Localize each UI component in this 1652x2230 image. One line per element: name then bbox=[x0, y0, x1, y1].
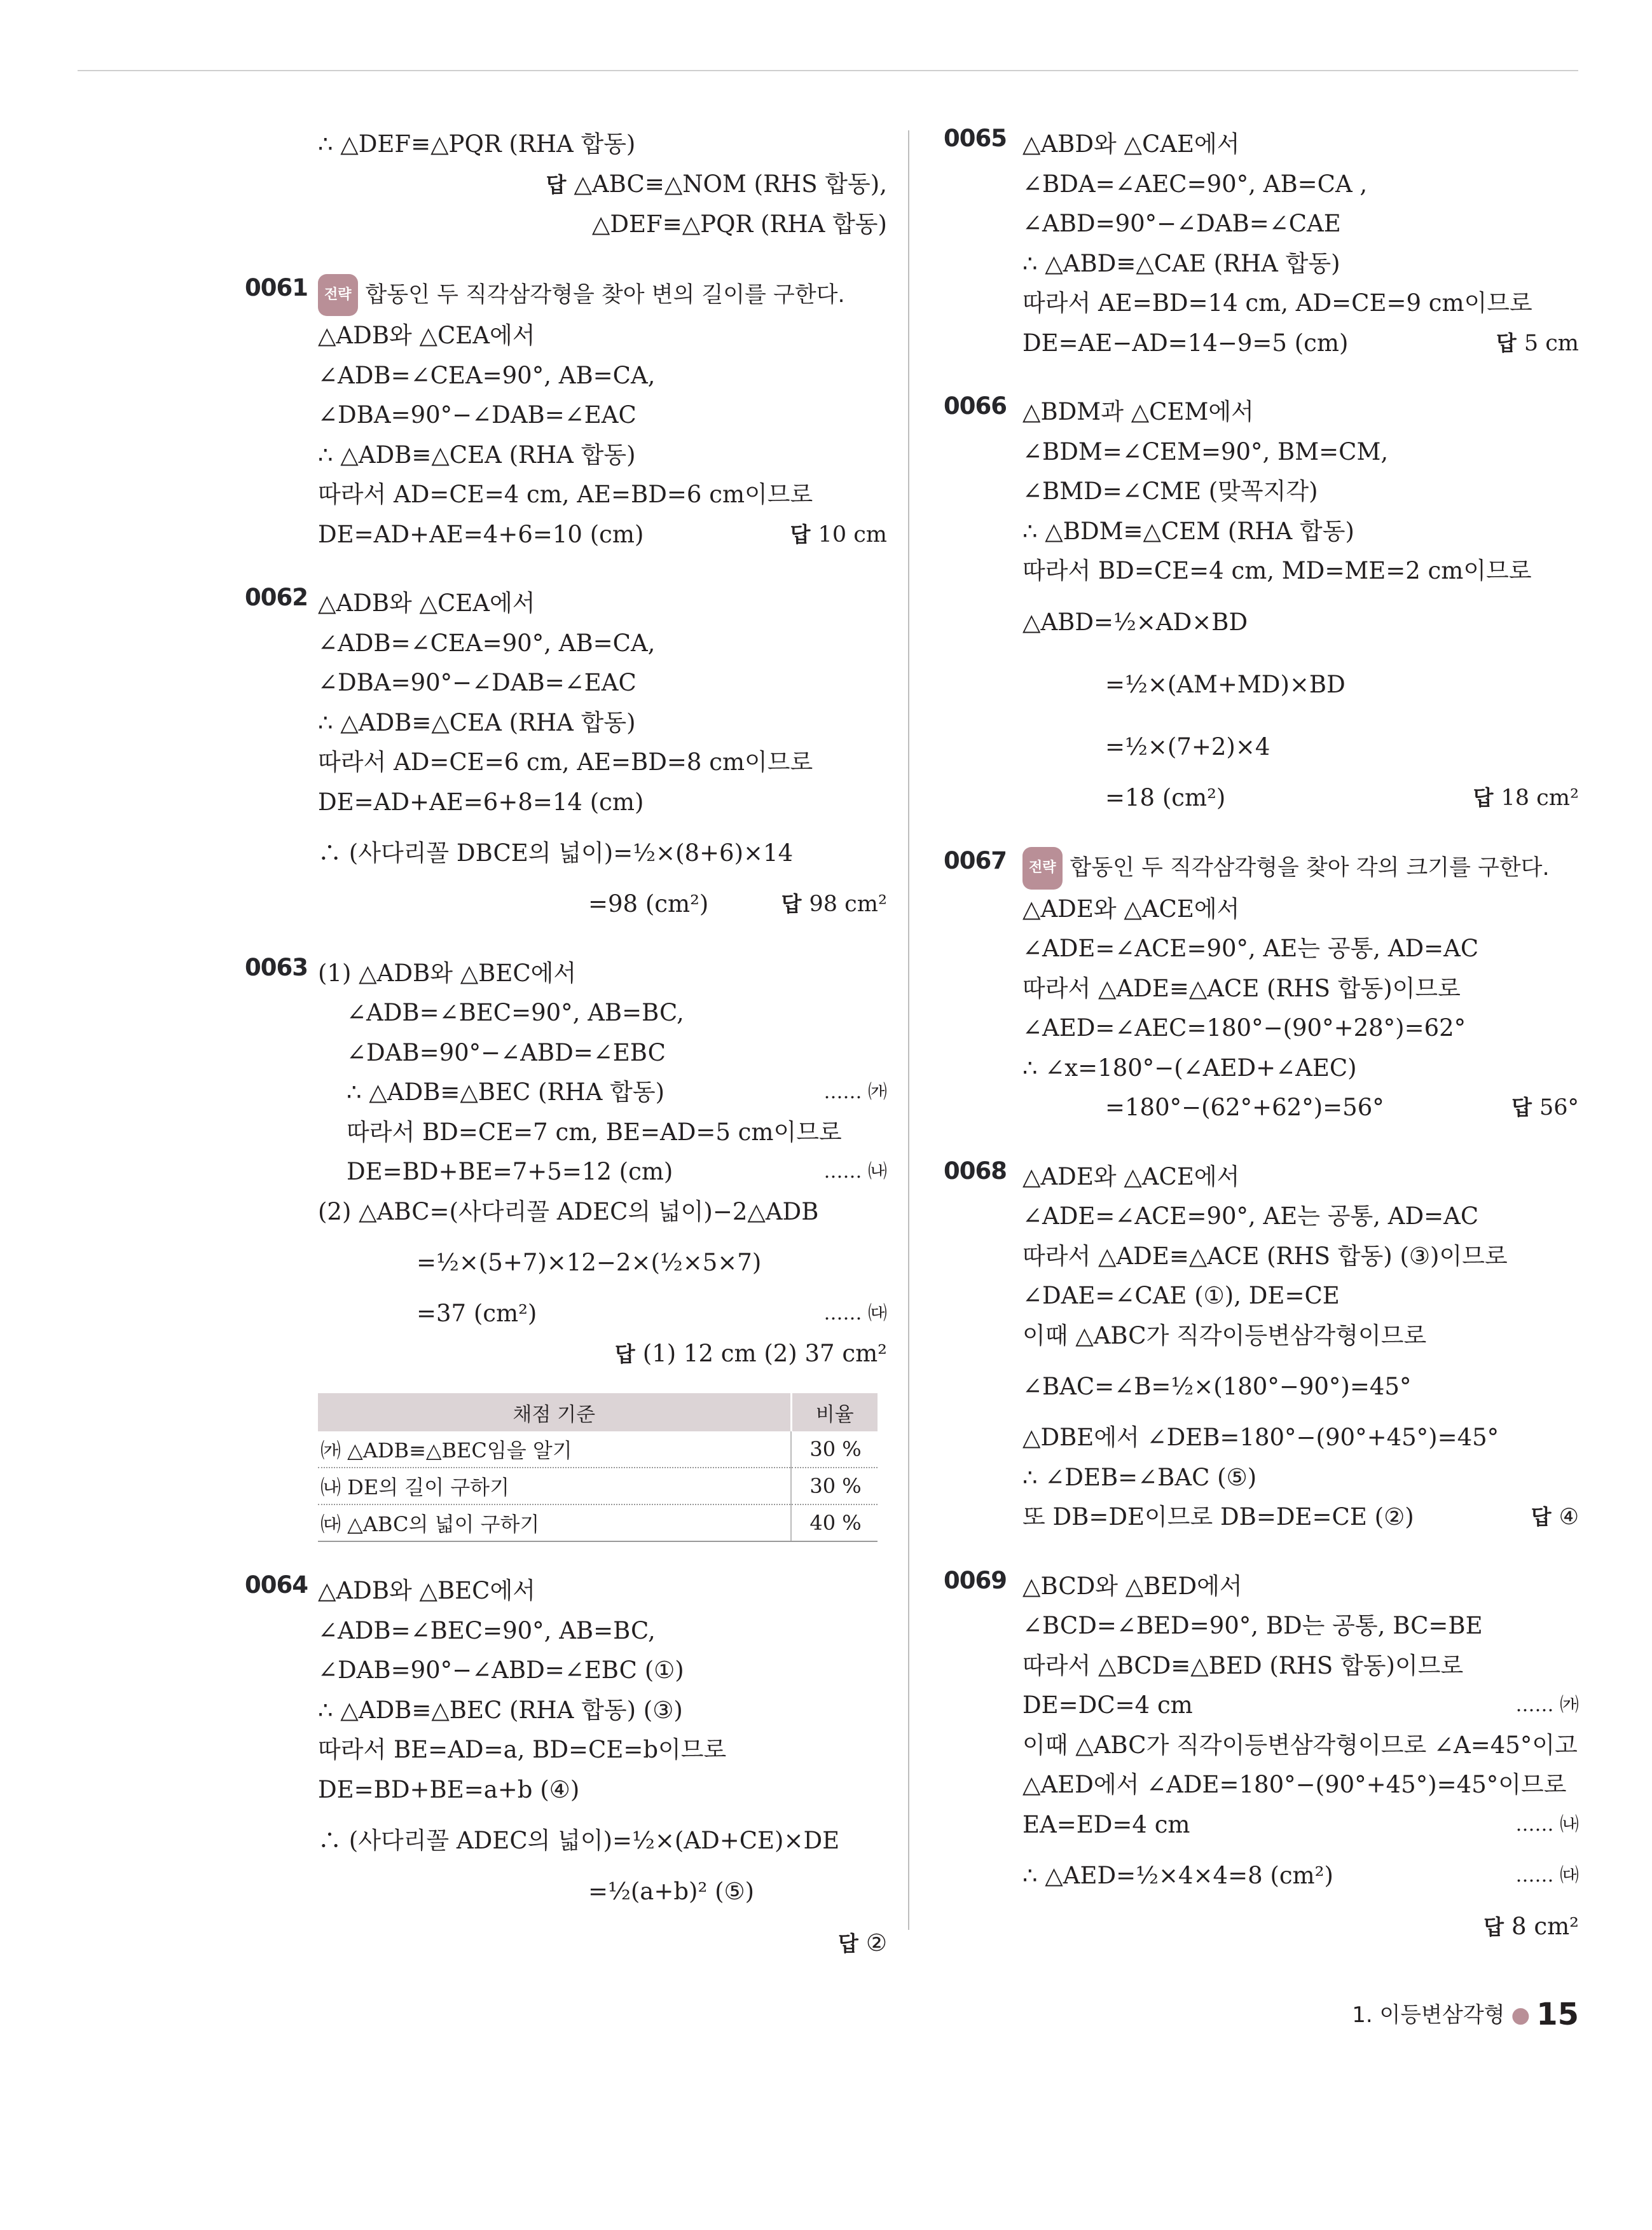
answer-label: 답 bbox=[1496, 330, 1517, 355]
solution-line bbox=[946, 778, 1579, 818]
problem-number: 0065 bbox=[944, 125, 1007, 152]
table-cell: ㈎ △ADB≡△BEC임을 알기 bbox=[318, 1431, 791, 1468]
answer-label: 답 bbox=[546, 172, 567, 197]
solution-line: ∠ADB=∠CEA=90°, AB=CA, bbox=[318, 361, 656, 389]
column-divider bbox=[908, 130, 909, 1930]
table-row bbox=[318, 1504, 878, 1541]
answer-label: 답 bbox=[1473, 785, 1494, 810]
solution-line: 따라서 BD=CE=4 cm, MD=ME=2 cm이므로 bbox=[1022, 557, 1532, 584]
answer bbox=[1496, 324, 1579, 364]
solution-text: DE=AE−AD=14−9=5 (cm) bbox=[1022, 329, 1349, 357]
solution-line: (2) △ABC=(사다리꼴 ADEC의 넓이)−2△ADB bbox=[318, 1197, 819, 1225]
solution-line: ∴ △ADB≡△CEA (RHA 합동) bbox=[318, 708, 636, 736]
problem-0068 bbox=[946, 1157, 1579, 1538]
problem-0061 bbox=[245, 274, 887, 555]
solution-line: ∠DAB=90°−∠ABD=∠EBC (①) bbox=[318, 1656, 684, 1684]
strategy-badge: 전략 bbox=[1022, 847, 1063, 890]
problem-0064 bbox=[245, 1571, 887, 1975]
problem-0060-continued bbox=[245, 125, 887, 245]
solution-line: △ADE와 △ACE에서 bbox=[1022, 1162, 1240, 1190]
solution-text: DE=DC=4 cm bbox=[1022, 1691, 1193, 1719]
problem-number: 0062 bbox=[245, 584, 308, 611]
answer-value: △ABC≡△NOM (RHS 합동), bbox=[574, 170, 887, 198]
solution-line: ∠BDA=∠AEC=90°, AB=CA , bbox=[1022, 170, 1368, 198]
solution-line: ∠ADB=∠BEC=90°, AB=BC, bbox=[318, 1616, 656, 1644]
solution-line: 따라서 △ADE≡△ACE (RHS 합동) (③)이므로 bbox=[1022, 1242, 1508, 1270]
table-header: 비율 bbox=[791, 1393, 878, 1431]
problem-number: 0069 bbox=[944, 1566, 1007, 1594]
solution-line bbox=[946, 1088, 1579, 1128]
solution-line: ∠DAB=90°−∠ABD=∠EBC bbox=[347, 1038, 666, 1066]
answer-line bbox=[245, 1912, 887, 1975]
table-cell: ㈏ DE의 길이 구하기 bbox=[318, 1468, 791, 1504]
solution-line: ∠DBA=90°−∠DAB=∠EAC bbox=[318, 669, 637, 696]
step-marker: …… ㈐ bbox=[823, 1302, 887, 1325]
solution-line: △ADB와 △BEC에서 bbox=[318, 1577, 535, 1604]
solution-text: =180°−(62°+62°)=56° bbox=[1105, 1094, 1384, 1121]
answer bbox=[1511, 1088, 1579, 1128]
solution-line: △DBE에서 ∠DEB=180°−(90°+45°)=45° bbox=[1022, 1424, 1499, 1451]
solution-line: 따라서 AE=BD=14 cm, AD=CE=9 cm이므로 bbox=[1022, 289, 1532, 317]
solution-text: ∴ △ADB≡△BEC (RHA 합동) bbox=[347, 1078, 665, 1106]
solution-line: ∠ADB=∠BEC=90°, AB=BC, bbox=[347, 999, 684, 1026]
answer-value: 18 cm² bbox=[1501, 785, 1579, 811]
solution-line: △ADB와 △CEA에서 bbox=[318, 322, 535, 349]
solution-line bbox=[245, 1152, 887, 1192]
solution-text: =18 (cm²) bbox=[1105, 783, 1226, 811]
step-marker: …… ㈐ bbox=[1515, 1864, 1579, 1887]
answer bbox=[781, 884, 887, 925]
answer-label: 답 bbox=[790, 521, 811, 547]
solution-text: =98 (cm²) bbox=[588, 890, 709, 918]
page-footer bbox=[1352, 1997, 1579, 2032]
solution-line bbox=[946, 324, 1579, 364]
solution-line bbox=[245, 515, 887, 555]
answer-value: 10 cm bbox=[818, 521, 887, 547]
solution-line bbox=[946, 1845, 1579, 1907]
answer-label: 답 bbox=[1483, 1915, 1504, 1939]
solution-line: ∠ADE=∠ACE=90°, AE는 공통, AD=AC bbox=[1022, 935, 1479, 962]
solution-line: △ADE와 △ACE에서 bbox=[1022, 895, 1240, 923]
solution-line: ∴ △BDM≡△CEM (RHA 합동) bbox=[1022, 517, 1354, 545]
answer-line bbox=[245, 1334, 887, 1375]
strategy-line bbox=[245, 274, 887, 317]
solution-line: ∠BMD=∠CME (맞꼭지각) bbox=[1022, 478, 1318, 505]
solution-line: ∴ ∠x=180°−(∠AED+∠AEC) bbox=[1022, 1054, 1357, 1082]
answer-label: 답 bbox=[1511, 1095, 1532, 1120]
solution-text: DE=AD+AE=4+6=10 (cm) bbox=[318, 520, 644, 548]
solution-line: 이때 △ABC가 직각이등변삼각형이므로 ∠A=45°이고 bbox=[1022, 1731, 1578, 1759]
answer-value: ④ bbox=[1559, 1504, 1579, 1530]
solution-line: 따라서 △BCD≡△BED (RHS 합동)이므로 bbox=[1022, 1651, 1464, 1679]
solution-line: ∠AED=∠AEC=180°−(90°+28°)=62° bbox=[1022, 1014, 1466, 1042]
problem-number: 0061 bbox=[245, 273, 308, 301]
solution-line: DE=AD+AE=6+8=14 (cm) bbox=[318, 788, 644, 816]
strategy-line bbox=[946, 847, 1579, 890]
solution-line: △ABD와 △CAE에서 bbox=[1022, 130, 1240, 158]
solution-line: ∴ △ABD≡△CAE (RHA 합동) bbox=[1022, 249, 1340, 277]
solution-line: 따라서 AD=CE=6 cm, AE=BD=8 cm이므로 bbox=[318, 748, 813, 776]
answer bbox=[790, 515, 887, 555]
table-row bbox=[318, 1431, 878, 1468]
problem-number: 0066 bbox=[944, 392, 1007, 420]
step-marker: …… ㈎ bbox=[823, 1081, 887, 1103]
bullet-icon: ● bbox=[1511, 2002, 1531, 2028]
answer-label: 답 bbox=[1531, 1504, 1552, 1529]
table-cell: 30 % bbox=[791, 1431, 878, 1468]
problem-0069 bbox=[946, 1567, 1579, 1948]
solution-line bbox=[946, 1805, 1579, 1845]
step-marker: …… ㈏ bbox=[823, 1160, 887, 1183]
solution-line: △ABD=½×AD×BD bbox=[1022, 608, 1248, 636]
solution-line: ∠BCD=∠BED=90°, BD는 공통, BC=BE bbox=[1022, 1612, 1483, 1639]
solution-line: ∴ (사다리꼴 DBCE의 넓이)=½×(8+6)×14 bbox=[318, 839, 794, 867]
solution-line: 따라서 AD=CE=4 cm, AE=BD=6 cm이므로 bbox=[318, 481, 813, 508]
answer-line bbox=[245, 165, 887, 205]
page-number: 15 bbox=[1536, 1997, 1579, 2032]
problem-number: 0068 bbox=[944, 1157, 1007, 1185]
solution-text: DE=BD+BE=7+5=12 (cm) bbox=[347, 1158, 673, 1185]
solution-line: =½(a+b)² (⑤) bbox=[588, 1878, 755, 1905]
solution-line bbox=[946, 1497, 1579, 1538]
problem-number: 0067 bbox=[944, 847, 1007, 874]
solution-line: △ADB와 △CEA에서 bbox=[318, 589, 535, 617]
answer-value: 8 cm² bbox=[1511, 1913, 1579, 1940]
solution-line: △AED에서 ∠ADE=180°−(90°+45°)=45°이므로 bbox=[1022, 1771, 1567, 1798]
solution-line: ∠ADB=∠CEA=90°, AB=CA, bbox=[318, 629, 656, 657]
left-column bbox=[245, 125, 887, 2004]
solution-text: 또 DB=DE이므로 DB=DE=CE (②) bbox=[1022, 1503, 1414, 1531]
solution-line: ∠DBA=90°−∠DAB=∠EAC bbox=[318, 401, 637, 429]
answer-line bbox=[946, 1907, 1579, 1948]
problem-0062 bbox=[245, 584, 887, 925]
solution-line: ∠BDM=∠CEM=90°, BM=CM, bbox=[1022, 437, 1389, 465]
step-marker: …… ㈏ bbox=[1515, 1813, 1579, 1836]
problem-0065 bbox=[946, 125, 1579, 363]
right-column bbox=[946, 125, 1579, 1977]
table-cell: ㈐ △ABC의 넓이 구하기 bbox=[318, 1504, 791, 1541]
solution-line: 따라서 BD=CE=7 cm, BE=AD=5 cm이므로 bbox=[347, 1118, 842, 1146]
problem-0067 bbox=[946, 847, 1579, 1128]
solution-line: ∴ △ADB≡△BEC (RHA 합동) (③) bbox=[318, 1696, 683, 1724]
table-header-row bbox=[318, 1393, 878, 1431]
solution-line bbox=[245, 884, 887, 925]
solution-line: △BDM과 △CEM에서 bbox=[1022, 398, 1254, 425]
solution-line bbox=[946, 1686, 1579, 1726]
answer bbox=[1531, 1497, 1579, 1538]
solution-line bbox=[245, 1073, 887, 1113]
problem-number: 0064 bbox=[245, 1571, 308, 1599]
answer-value: 56° bbox=[1539, 1095, 1579, 1120]
answer-label: 답 bbox=[614, 1341, 635, 1366]
top-rule bbox=[78, 70, 1578, 71]
answer-label: 답 bbox=[781, 891, 802, 916]
solution-text: ∴ △AED=½×4×4=8 (cm²) bbox=[1022, 1862, 1333, 1889]
solution-line: ∠ADE=∠ACE=90°, AE는 공통, AD=AC bbox=[1022, 1202, 1479, 1230]
step-marker: …… ㈎ bbox=[1515, 1694, 1579, 1716]
solution-line: 따라서 △ADE≡△ACE (RHS 합동)이므로 bbox=[1022, 974, 1461, 1002]
table-row bbox=[318, 1468, 878, 1504]
answer-value: 5 cm bbox=[1524, 330, 1579, 356]
answer-value: ② bbox=[865, 1929, 887, 1957]
solution-line: DE=BD+BE=a+b (④) bbox=[318, 1775, 580, 1803]
answer bbox=[1473, 778, 1579, 818]
strategy-badge: 전략 bbox=[318, 274, 358, 317]
table-cell: 30 % bbox=[791, 1468, 878, 1504]
solution-line: ∴ △DEF≡△PQR (RHA 합동) bbox=[318, 130, 636, 158]
answer-label: 답 bbox=[837, 1931, 858, 1956]
solution-text: EA=ED=4 cm bbox=[1022, 1810, 1190, 1838]
strategy-text: 합동인 두 직각삼각형을 찾아 각의 크기를 구한다. bbox=[1070, 855, 1550, 881]
answer-line: △DEF≡△PQR (RHA 합동) bbox=[591, 210, 887, 238]
solution-line: ∴ △ADB≡△CEA (RHA 합동) bbox=[318, 441, 636, 469]
strategy-text: 합동인 두 직각삼각형을 찾아 변의 길이를 구한다. bbox=[365, 282, 845, 308]
solution-line: ∠BAC=∠B=½×(180°−90°)=45° bbox=[1022, 1373, 1412, 1400]
scoring-table bbox=[318, 1393, 878, 1542]
problem-0063 bbox=[245, 954, 887, 1543]
chapter-title: 1. 이등변삼각형 bbox=[1352, 2002, 1505, 2028]
solution-line bbox=[245, 1294, 887, 1334]
solution-line: =½×(7+2)×4 bbox=[1105, 733, 1270, 761]
table-header: 채점 기준 bbox=[318, 1393, 791, 1431]
solution-line: 이때 △ABC가 직각이등변삼각형이므로 bbox=[1022, 1321, 1427, 1349]
answer-value: 98 cm² bbox=[809, 891, 887, 917]
solution-line: △BCD와 △BED에서 bbox=[1022, 1572, 1242, 1600]
problem-0066 bbox=[946, 392, 1579, 818]
solution-line: 따라서 BE=AD=a, BD=CE=b이므로 bbox=[318, 1736, 727, 1763]
solution-line: ∠DAE=∠CAE (①), DE=CE bbox=[1022, 1282, 1340, 1309]
table-cell: 40 % bbox=[791, 1504, 878, 1541]
answer-value: (1) 12 cm (2) 37 cm² bbox=[642, 1339, 887, 1367]
solution-line: (1) △ADB와 △BEC에서 bbox=[318, 959, 577, 987]
solution-line: ∴ ∠DEB=∠BAC (⑤) bbox=[1022, 1463, 1257, 1491]
problem-number: 0063 bbox=[245, 953, 308, 981]
solution-line: ∠ABD=90°−∠DAB=∠CAE bbox=[1022, 210, 1341, 237]
solution-line: =½×(AM+MD)×BD bbox=[1105, 670, 1346, 698]
solution-text: =37 (cm²) bbox=[416, 1300, 537, 1327]
solution-line: ∴ (사다리꼴 ADEC의 넓이)=½×(AD+CE)×DE bbox=[318, 1827, 840, 1854]
solution-line: =½×(5+7)×12−2×(½×5×7) bbox=[416, 1249, 762, 1276]
